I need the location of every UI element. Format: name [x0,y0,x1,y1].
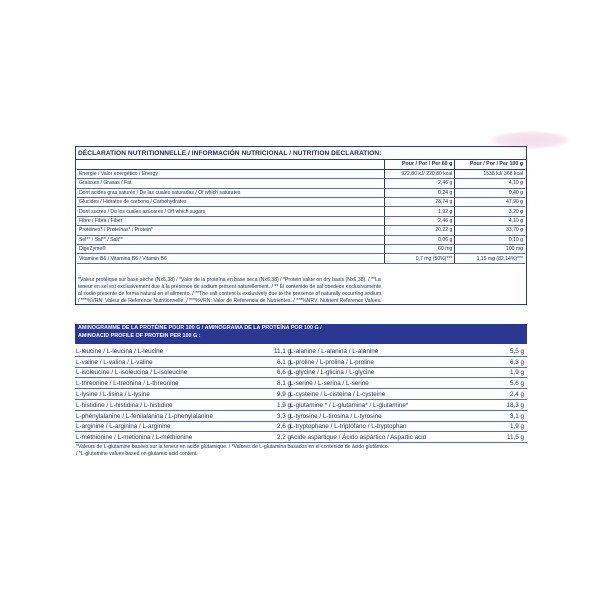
nutrition-declaration [75,146,527,305]
amino-value: 11,1 g [273,347,291,355]
nutrient-label: Vitamine B6 / Vitamina B6 / Vitamin B6 [77,254,385,263]
nutrition-title: DÉCLARATION NUTRITIONNELLE / INFORMACIÓN NUTRICIONAL / NUTRITION DECLARATION: [78,150,382,157]
amino-footnote [76,444,528,458]
amino-row [75,400,294,411]
nutrition-row [77,198,525,207]
amino-row [289,357,527,368]
amino-value: 9,9 g [276,390,291,398]
value-per-100g: 33,70 g [455,226,525,235]
nutrient-label: Protéines* / Proteínas* / Protein* [77,226,385,235]
amino-value: 3,1 g [509,412,524,420]
amino-column-right [289,346,527,443]
amino-name: L-tyrosine / L-tirosina / L-tyrosine [290,412,382,420]
nutrient-label: Dont sucres / De los cuales azúcares / Off which sugars [77,207,385,216]
value-per-60g: 2,46 g [385,216,455,225]
amino-name: L-arginine / L-arginina / L-arginine [76,423,171,431]
amino-value: 5,6 g [509,380,524,388]
amino-heading [75,324,527,344]
amino-row [75,389,294,400]
amino-row [289,389,527,400]
amino-name: L-thréonine / L-treonina / L-threonine [76,380,179,388]
nutrition-row [77,235,525,244]
nutrient-label: Sel** / Sal** / Salt** [77,235,385,244]
amino-row [75,378,294,389]
amino-value: 1,9 g [509,423,524,431]
nutrition-footnotes [78,277,524,305]
nutrient-label: Energie / Valor energético / Energy [77,169,385,178]
amino-heading-line: AMINOGRAMME DE LA PROTÉINE POUR 100 G / AMINOGRAMA DE LA PROTEÍNA POR 100 G / [78,325,322,331]
amino-name: L-méthionine / L-metionina / L-méthionine [76,434,193,442]
footnote-line: / ***%VRN: Valeur de Reference Nutritionnelle. / ***%VRN: Valor de Referencia de Nutrientes. / ***%NRV: Nutrient Reference Values. [78,297,382,304]
amino-name: L-serine / L-serina / L-serine [290,380,369,388]
amino-row [289,368,527,379]
amino-value: 11,5 g [506,434,524,442]
amino-footnote-line: *Valeurs de L-glutamine basées sur la teneur en acide glutamique. / *Valores de L-glutamina basados en el contenido de ácido glutámico. [76,444,390,450]
amino-row [289,378,527,389]
value-per-100g: 1538 kJ/ 368 kcal [455,169,525,178]
nutrition-row [77,207,525,216]
nutrient-label: Glucides / Hidratos de carbono / Carbohydrates [77,198,385,207]
amino-column-left [75,346,294,443]
amino-value: 18,3 g [506,401,524,409]
value-per-100g: 1,15 mg (82,14%)*** [455,254,525,263]
nutrition-row [77,188,525,197]
amino-name: L-glutamine * / L-glutamina* / L-glutamine* [290,401,409,409]
value-per-60g: 2,46 g [385,179,455,188]
amino-heading-line: AMINOACID PROFILE OF PROTEIN PER 100 G : [78,332,201,339]
value-per-100g: 4,10 g [455,216,525,225]
value-per-60g: 1,92 g [385,207,455,216]
amino-value: 1,9 g [276,401,291,409]
footnote-line: *Valeur protéique sur base sèche (Nx6,38) / *Valor de la proteína en base seca (Nx6,38) / *Protein value on dry basis (Nx6,38). / **La [78,277,381,283]
amino-value: 6,1 g [276,358,291,366]
footnote-line: al sodio presente de forma natural en el alimento. / **The salt content is exclusively due to the presence of naturally occurring sodium. [78,290,383,297]
amino-value: 6,6 g [276,369,291,377]
header-per-60g: Pour / Por / Per 60 g [385,160,455,169]
value-per-100g: 3,20 g [455,207,525,216]
amino-name: L-tryptophane / L-triptófano / L-tryptophan [290,423,407,431]
value-per-60g: 60 mg [385,245,455,254]
amino-row [75,346,294,357]
header-label [77,160,385,169]
nutrition-row [77,245,525,254]
value-per-60g: 0,7 mg (50%)*** [385,254,455,263]
amino-name: L-cysteine / L-cisteína / L-cysteine [290,390,386,398]
nutrition-table [77,160,525,264]
amino-footnote-line: / *L-glutamine values based on glutamic acid content. [76,450,198,457]
nutrient-label: Dont acides gras saturés / De las cuales saturadas / Of which saturates [77,188,385,197]
amino-value: 1,9 g [509,369,524,377]
nutrition-row [77,169,525,178]
value-per-60g: 0,06 g [385,235,455,244]
amino-row [75,411,294,422]
amino-name: L-isoleucine / L-isoleucina / L-isoleucine [76,369,188,377]
nutrient-label: DigeZyme® [77,245,385,254]
nutrition-row [77,226,525,235]
nutrition-row [77,179,525,188]
amino-name: L-phénylalanine / L-fenilalanina / L-phenylalanine [76,412,213,420]
nutrition-row [77,254,525,263]
amino-value: 5,5 g [509,347,524,355]
amino-name: L-valine / L-valina / L-valine [76,358,153,366]
value-per-60g: 922,80 kJ/ 220,80 kcal [385,169,455,178]
value-per-100g: 47,90 g [455,198,525,207]
amino-value: 6,3 g [509,358,524,366]
amino-row [289,411,527,422]
amino-name: Acide aspartique / Ácido aspártico / Aspartic acid [290,434,427,442]
amino-row [289,400,527,411]
nutrition-header-row [77,160,525,169]
value-per-60g: 20,22 g [385,226,455,235]
amino-row [75,368,294,379]
value-per-100g: 4,10 g [455,179,525,188]
footnote-line: teneur en sel est exclusivement due à la présence de sodium présent naturellement. / ** El contenido de sal obedece exclusivamente [78,283,382,290]
amino-value: 2,2 g [276,434,291,442]
amino-row [75,432,294,443]
nutrient-label: Graisses / Grasas / Fat [77,179,385,188]
amino-name: L-alanine / L-alanina / L-alanine [290,347,379,355]
value-per-60g: 28,74 g [385,198,455,207]
amino-row [289,346,527,357]
value-per-100g: 0,10 g [455,235,525,244]
value-per-100g: 0,40 g [455,188,525,197]
amino-value: 2,6 g [276,423,291,431]
amino-name: L-lysine / L-lisina / L-lysine [76,390,150,398]
nutrition-table-body [77,169,525,263]
amino-name: L-proline / L-prolina / L-proline [290,358,375,366]
amino-value: 8,1 g [276,380,291,388]
amino-name: L-histidine / L-histidina / L-histidine [76,401,173,409]
amino-row [289,422,527,433]
value-per-60g: 0,24 g [385,188,455,197]
amino-row [75,357,294,368]
amino-name: L-glycine / L-glicina / L-glycine [290,369,375,377]
amino-row [289,432,527,443]
nutrition-row [77,216,525,225]
nutrient-label: Fibre / Fibra / Fiber [77,216,385,225]
amino-value: 3,3 g [276,412,291,420]
amino-row [75,422,294,433]
amino-name: L-leucine / L-leucina / L-leucine [76,347,164,355]
amino-value: 2,4 g [509,390,524,398]
header-per-100g: Pour / Por / Per 100 g [455,160,525,169]
value-per-100g: 100 mg [455,245,525,254]
